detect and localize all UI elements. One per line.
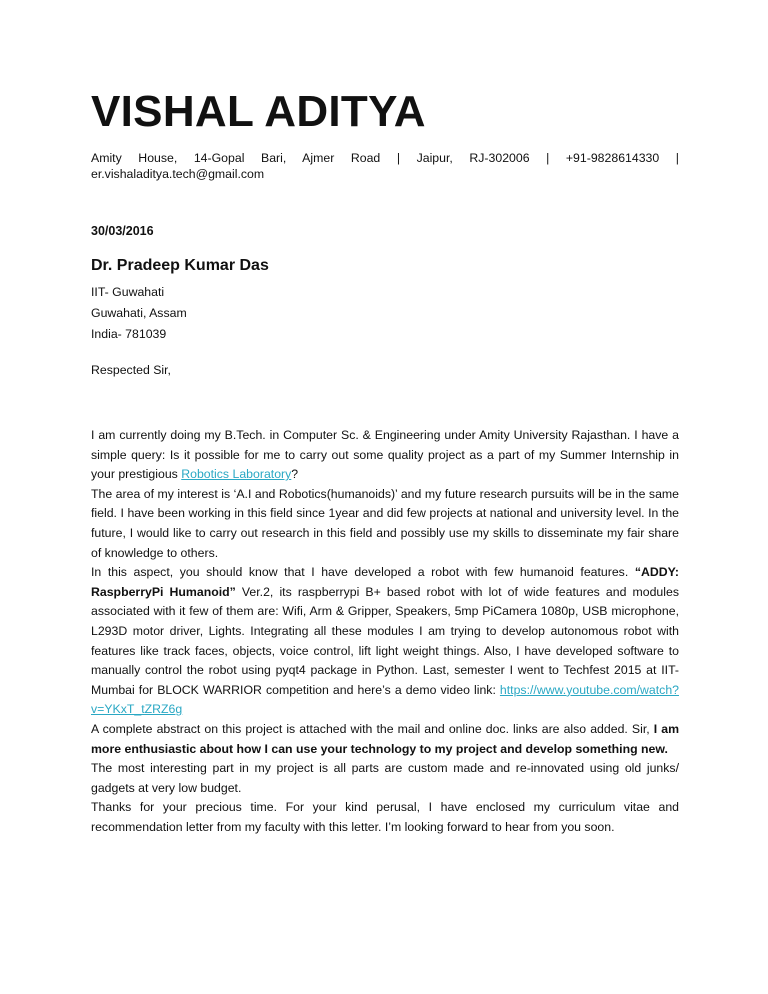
- paragraph-2: The area of my interest is ‘A.I and Robotics(humanoids)’ and my future research pursuits will be in the same field. I have been working in this field since 1year and did few projects at national and university level. In the future, I would like to carry out research in this field and possibly use my skills to disseminate my fair share of knowledge to others.: [91, 486, 679, 560]
- project-title: “ADDY: RaspberryPi Humanoid”: [91, 565, 679, 599]
- recipient-address-line2: Guwahati, Assam: [91, 306, 187, 320]
- paragraph-3: [91, 563, 679, 720]
- recipient-address-line3: India- 781039: [91, 327, 167, 341]
- paragraph-4-emphasis: I am more enthusiastic about how I can use your technology to my project and develop something new.: [91, 721, 679, 756]
- sender-contact: Amity House, 14-Gopal Bari, Ajmer Road | Jaipur, RJ-302006 | +91-9828614330 | er.vishaladitya.tech@gmail.com: [91, 151, 679, 181]
- paragraph-4: [91, 720, 679, 759]
- paragraph-1-end: ?: [291, 467, 299, 482]
- robotics-lab-link[interactable]: Robotics Laboratory: [181, 467, 292, 482]
- paragraph-5: The most interesting part in my project is all parts are custom made and re-innovated using old junks/ gadgets at very low budget.: [91, 761, 679, 795]
- recipient-name: Dr. Pradeep Kumar Das: [91, 257, 269, 274]
- sender-name: VISHAL ADITYA: [91, 87, 426, 136]
- letter-date: 30/03/2016: [91, 224, 154, 238]
- paragraph-1: [91, 426, 679, 485]
- recipient-address-line1: IIT- Guwahati: [91, 285, 165, 299]
- paragraph-1-text: I am currently doing my B.Tech. in Computer Sc. & Engineering under Amity University Rajasthan. I have a simple query: Is it possible for me to carry out some quality project as a part of my Summer Internship in your prestigious: [91, 428, 679, 482]
- salutation: Respected Sir,: [91, 363, 171, 377]
- paragraph-3-text: In this aspect, you should know that I have developed a robot with few humanoid features.: [91, 565, 635, 580]
- demo-video-link[interactable]: https://www.youtube.com/watch?v=YKxT_tZRZ6g: [91, 682, 679, 717]
- letter-body: [91, 426, 679, 837]
- paragraph-3-details: Ver.2, its raspberrypi B+ based robot with lot of wide features and modules associated with it few of them are: Wifi, Arm & Gripper, Speakers, 5mp PiCamera 1080p, USB microphone, L293D motor driver, Lights. Integrating all these modules I am trying to develop autonomous robot with features like track faces, objects, voice control, lift light weight things. Also, I have developed software to manually control the robot using pyqt4 package in Python. Last, semester I went to Techfest 2015 at IIT-Mumbai for BLOCK WARRIOR competition and here’s a demo video link:: [91, 584, 679, 697]
- paragraph-6: Thanks for your precious time. For your kind perusal, I have enclosed my curriculum vitae and recommendation letter from my faculty with this letter. I’m looking forward to hear from you soon.: [91, 800, 679, 834]
- paragraph-4-text: A complete abstract on this project is attached with the mail and online doc. links are also added. Sir,: [91, 721, 654, 736]
- recipient-address: [91, 282, 187, 345]
